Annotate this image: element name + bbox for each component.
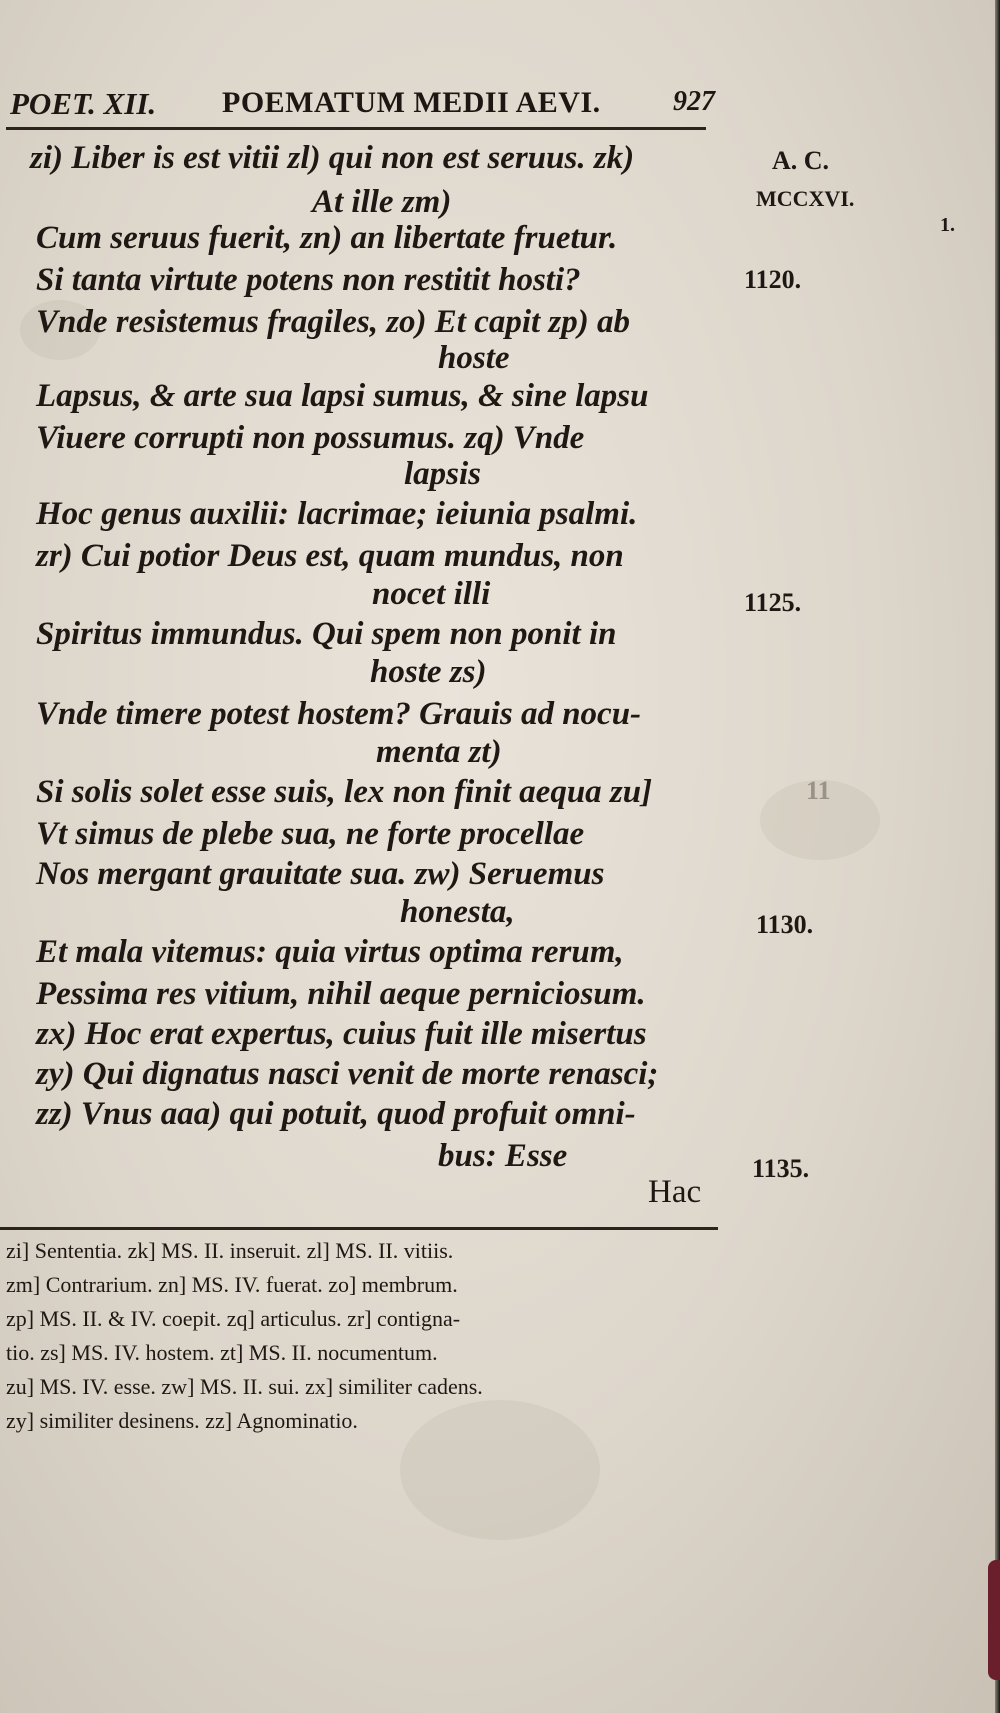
catchword-text: Hac xyxy=(648,1174,702,1210)
verse-text: lapsis xyxy=(404,456,482,492)
verse-line xyxy=(36,1012,776,1056)
verse-text: zr) Cui potior Deus est, quam mundus, non xyxy=(36,538,624,574)
verse-text: Et mala vitemus: quia virtus optima rerum, xyxy=(36,934,624,970)
verse-line xyxy=(36,770,776,814)
verse-text: zi) Liber is est vitii zl) qui non est seruus. zk) xyxy=(30,140,635,176)
verse-text: Vt simus de plebe sua, ne forte procellae xyxy=(36,816,585,852)
footnote-line: zp] MS. II. & IV. coepit. zq] articulus. zr] contigna- xyxy=(6,1306,461,1331)
verse-line xyxy=(36,1052,776,1096)
page-number: 927 xyxy=(673,86,715,117)
margin-line-partial: 11 xyxy=(806,776,831,805)
verse-line xyxy=(370,650,1000,694)
verse-line xyxy=(36,930,776,974)
footnote-line: zy] similiter desinens. zz] Agnominatio. xyxy=(6,1408,358,1433)
footnote-line: zm] Contrarium. zn] MS. IV. fuerat. zo] membrum. xyxy=(6,1272,458,1297)
verse-text: Vnde resistemus fragiles, zo) Et capit zp) ab xyxy=(36,304,631,340)
running-head xyxy=(0,86,1000,126)
verse-line xyxy=(36,492,776,536)
verse-text: menta zt) xyxy=(376,734,502,770)
margin-stray-mark: 1. xyxy=(940,214,955,236)
margin-line-1135: 1135. xyxy=(752,1154,810,1183)
margin-line-1120: 1120. xyxy=(744,265,802,294)
catchword xyxy=(648,1170,748,1214)
verse-line xyxy=(36,972,776,1016)
verse-text: Si solis solet esse suis, lex non finit aequa zu] xyxy=(36,774,653,810)
verse-line xyxy=(36,1092,776,1136)
verse-text: Viuere corrupti non possumus. zq) Vnde xyxy=(36,420,585,456)
verse-text: Nos mergant grauitate sua. zw) Seruemus xyxy=(36,856,605,892)
verse-text: nocet illi xyxy=(372,576,491,612)
verse-line xyxy=(36,258,776,302)
bookmark-ribbon xyxy=(988,1560,1000,1680)
verse-line xyxy=(30,136,770,180)
header-rule xyxy=(6,127,706,130)
verse-text: Spiritus immundus. Qui spem non ponit in xyxy=(36,616,617,652)
verse-line xyxy=(372,572,1000,616)
margin-line-1130: 1130. xyxy=(756,910,814,939)
margin-line-1125: 1125. xyxy=(744,588,802,617)
verse-text: Lapsus, & arte sua lapsi sumus, & sine lapsu xyxy=(36,378,649,414)
page-edge-shadow xyxy=(995,0,1000,1713)
verse-line xyxy=(404,452,1000,496)
verse-text: Si tanta virtute potens non restitit hosti? xyxy=(36,262,581,298)
footnote-line: zu] MS. IV. esse. zw] MS. II. sui. zx] similiter cadens. xyxy=(6,1374,483,1399)
footnote-line: tio. zs] MS. IV. hostem. zt] MS. II. nocumentum. xyxy=(6,1340,438,1365)
verse-line xyxy=(36,812,776,856)
verse-text: Hoc genus auxilii: lacrimae; ieiunia psalmi. xyxy=(36,496,638,532)
verse-line xyxy=(36,374,776,418)
footnote-rule xyxy=(0,1227,718,1230)
verse-text: bus: Esse xyxy=(438,1138,568,1174)
header-title: POEMATUM MEDII AEVI. xyxy=(222,86,601,119)
verse-text: zx) Hoc erat expertus, cuius fuit ille misertus xyxy=(36,1016,647,1052)
footnote-line: zi] Sententia. zk] MS. II. inseruit. zl] MS. II. vitiis. xyxy=(6,1238,454,1263)
verse-text: Pessima res vitium, nihil aeque perniciosum. xyxy=(36,976,646,1012)
header-section: POET. XII. xyxy=(10,86,157,121)
verse-text: hoste xyxy=(438,340,510,376)
verse-text: hoste zs) xyxy=(370,654,487,690)
margin-year: MCCXVI. xyxy=(756,186,855,211)
verse-text: At ille zm) xyxy=(312,184,452,220)
verse-text: zz) Vnus aaa) qui potuit, quod profuit omni- xyxy=(36,1096,636,1132)
verse-text: zy) Qui dignatus nasci venit de morte renasci; xyxy=(36,1056,659,1092)
verse-text: Cum seruus fuerit, zn) an libertate fruetur. xyxy=(36,220,618,256)
verse-line xyxy=(36,216,776,260)
verse-text: Vnde timere potest hostem? Grauis ad nocu- xyxy=(36,696,642,732)
verse-line xyxy=(400,890,1000,934)
margin-year-label: A. C. xyxy=(772,146,830,175)
verse-text: honesta, xyxy=(400,894,515,930)
verse-line xyxy=(376,730,1000,774)
